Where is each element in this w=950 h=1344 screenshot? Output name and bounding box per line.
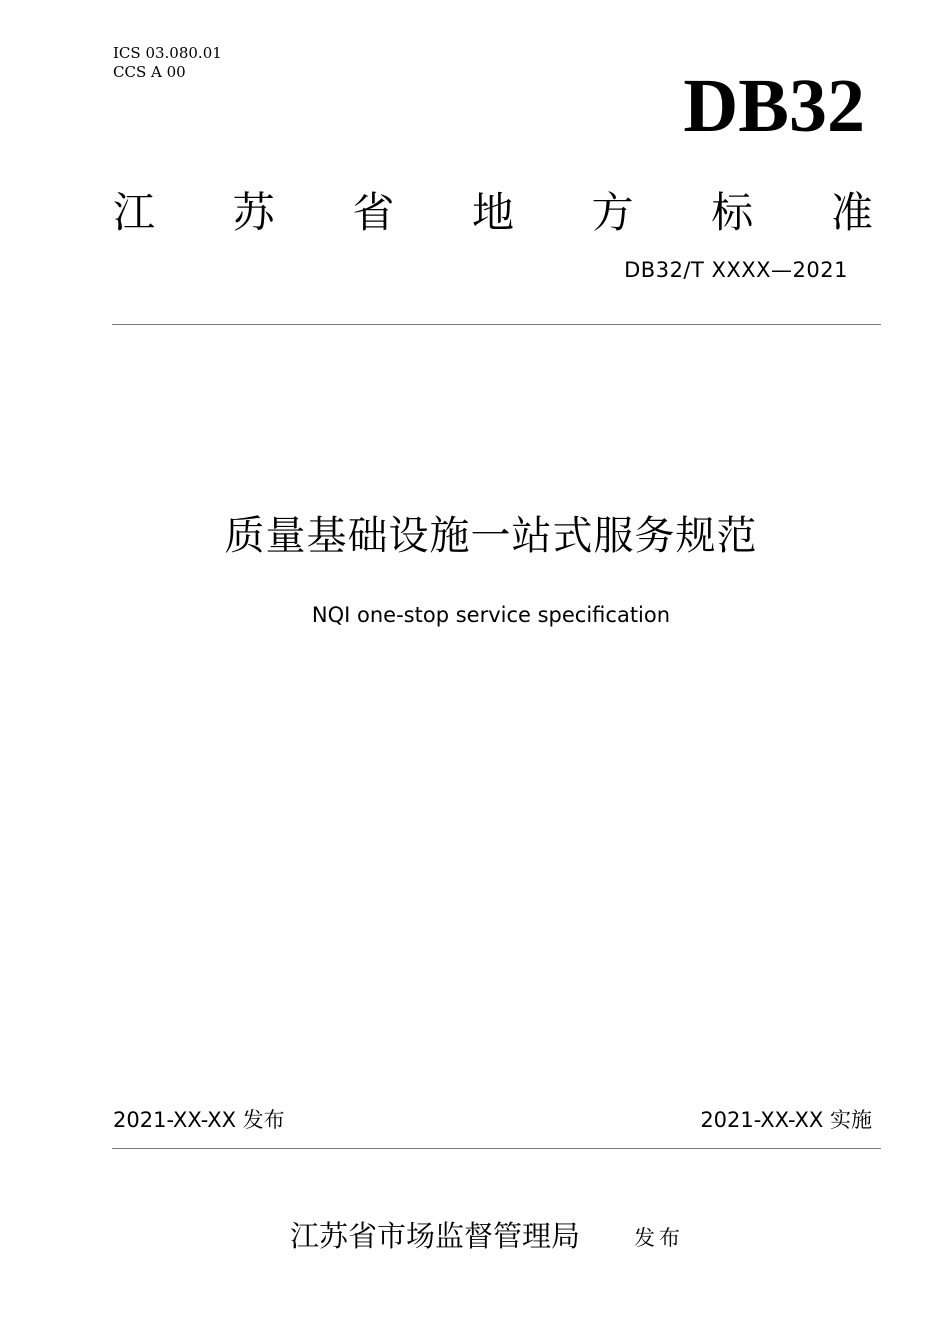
standard-type-char: 方: [591, 188, 634, 237]
bottom-divider: [112, 1148, 881, 1149]
standard-type-char: 江: [113, 188, 156, 237]
standard-number: DB32/T XXXX—2021: [624, 258, 848, 282]
publish-date: 2021-XX-XX 发布: [113, 1108, 285, 1132]
ics-code: ICS 03.080.01: [113, 44, 222, 62]
top-divider: [112, 324, 881, 325]
standard-type-char: 苏: [232, 188, 275, 237]
document-title-chinese: 质量基础设施一站式服务规范: [224, 513, 758, 559]
ccs-code: CCS A 00: [113, 63, 186, 81]
standard-type-char: 地: [471, 188, 514, 237]
standard-type-char: 标: [711, 188, 754, 237]
standard-type-char: 准: [830, 188, 873, 237]
issue-label: 发布: [634, 1226, 684, 1250]
document-title-english: NQI one-stop service specification: [311, 603, 671, 627]
standard-code: DB32: [683, 64, 865, 148]
issuing-authority: 江苏省市场监督管理局: [290, 1219, 581, 1253]
standard-type-char: 省: [352, 188, 395, 237]
standard-type-heading: [113, 188, 873, 238]
classification-codes: [113, 44, 222, 82]
implement-date: 2021-XX-XX 实施: [700, 1108, 872, 1132]
